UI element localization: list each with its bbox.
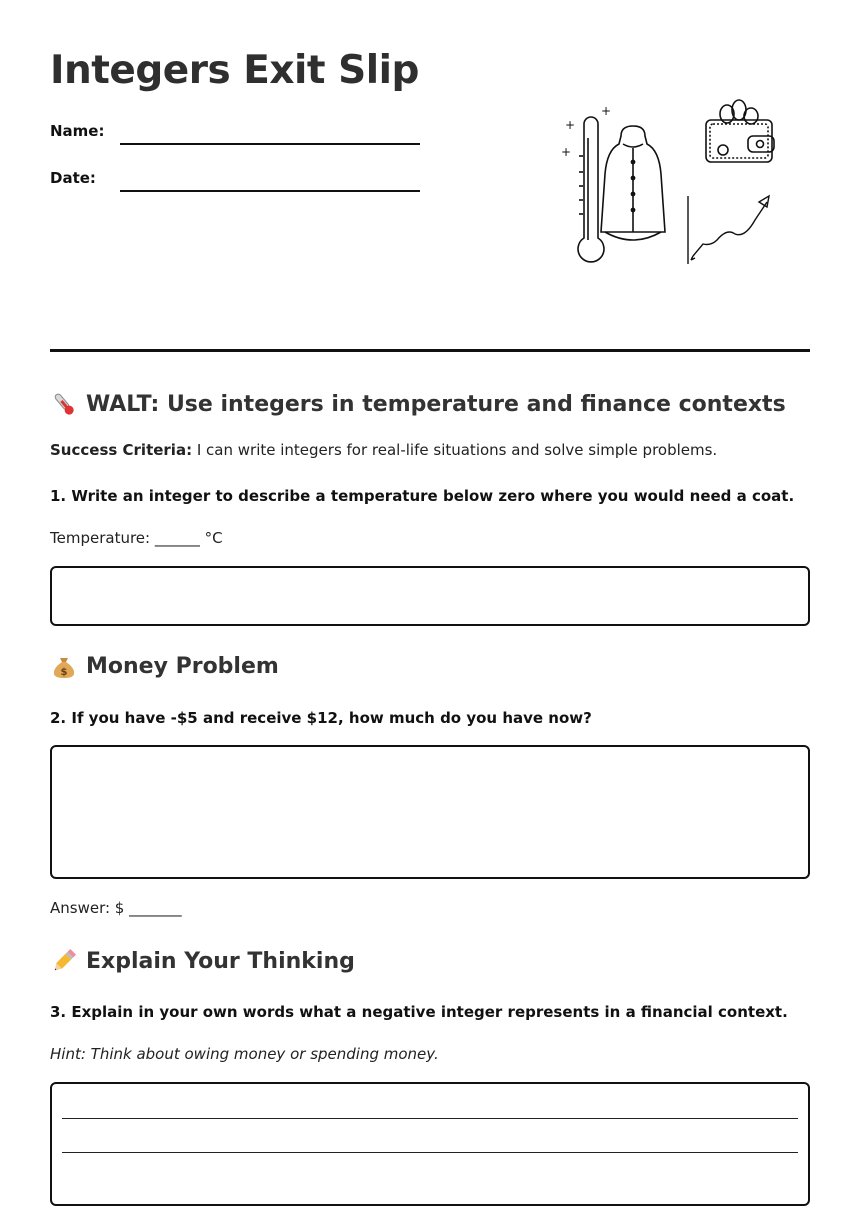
answer-blank[interactable]: Answer: $ _______ <box>50 899 182 917</box>
thermometer-icon <box>561 104 611 262</box>
pencil-icon <box>50 947 78 975</box>
money-heading-text: Money Problem <box>86 653 279 679</box>
wallet-icon <box>706 100 774 162</box>
question-1: 1. Write an integer to describe a temperature below zero where you would need a coat. <box>50 487 795 505</box>
explain-heading <box>50 947 355 975</box>
name-field[interactable] <box>120 143 420 145</box>
svg-text:$: $ <box>60 667 68 678</box>
writing-line <box>62 1118 798 1119</box>
money-heading <box>50 652 279 680</box>
success-criteria-text: I can write integers for real-life situations and solve simple problems. <box>196 441 718 459</box>
walt-heading-text: WALT: Use integers in temperature and finance contexts <box>86 391 786 417</box>
hint-text: Hint: Think about owing money or spending money. <box>50 1045 439 1063</box>
svg-text:+: + <box>601 104 612 118</box>
money-bag-icon <box>50 652 78 680</box>
svg-text:+: + <box>561 145 572 159</box>
explain-heading-text: Explain Your Thinking <box>86 948 355 974</box>
date-field[interactable] <box>120 190 420 192</box>
thermometer-icon <box>50 390 78 418</box>
page-title: Integers Exit Slip <box>50 48 419 93</box>
question-2: 2. If you have -$5 and receive $12, how much do you have now? <box>50 709 592 727</box>
section-divider <box>50 349 810 352</box>
name-label: Name: <box>50 122 105 140</box>
svg-text:+: + <box>565 118 576 132</box>
answer-box-2[interactable] <box>50 745 810 879</box>
answer-box-3[interactable] <box>50 1082 810 1206</box>
trend-arrow-icon <box>688 196 769 264</box>
date-label: Date: <box>50 169 96 187</box>
temperature-blank[interactable]: Temperature: ______ °C <box>50 529 223 547</box>
answer-box-1[interactable] <box>50 566 810 626</box>
success-criteria <box>50 441 717 459</box>
coat-icon <box>601 126 665 240</box>
walt-heading <box>50 390 786 418</box>
success-criteria-label: Success Criteria: <box>50 441 193 459</box>
writing-line <box>62 1152 798 1153</box>
header-illustration <box>555 98 780 268</box>
question-3: 3. Explain in your own words what a negative integer represents in a financial context. <box>50 1003 788 1021</box>
